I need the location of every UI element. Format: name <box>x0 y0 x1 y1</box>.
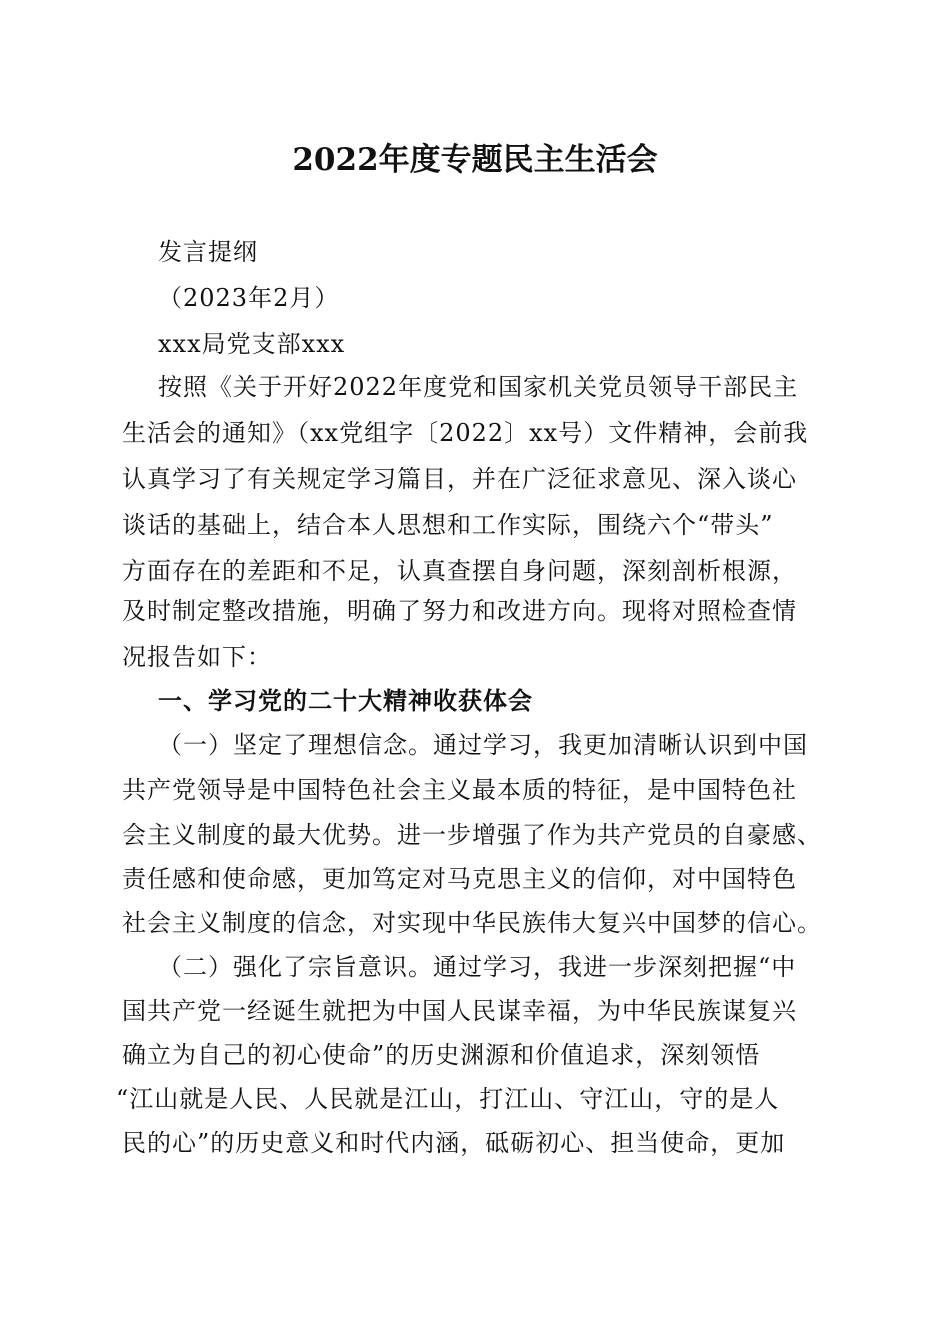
para1-line: 会主义制度的最大优势。进一步增强了作为共产党员的自豪感、 <box>122 821 822 849</box>
para2-line: “江山就是人民、人民就是江山，打江山、守江山，守的是人 <box>116 1085 780 1113</box>
intro-line: 认真学习了有关规定学习篇目，并在广泛征求意见、深入谈心 <box>122 465 797 493</box>
para1-line: （一）坚定了理想信念。通过学习，我更加清晰认识到中国 <box>158 731 808 759</box>
para1-line: 社会主义制度的信念，对实现中华民族伟大复兴中国梦的信心。 <box>122 909 822 937</box>
para2-line: 国共产党一经诞生就把为中国人民谋幸福，为中华民族谋复兴 <box>122 997 797 1025</box>
section-heading: 一、学习党的二十大精神收获体会 <box>158 687 533 715</box>
intro-line: 方面存在的差距和不足，认真查摆自身问题，深刻剖析根源， <box>122 557 797 585</box>
document-subtitle: 发言提纲 <box>158 238 258 266</box>
intro-line: 及时制定整改措施，明确了努力和改进方向。现将对照检查情 <box>122 597 797 625</box>
para1-line: 责任感和使命感，更加笃定对马克思主义的信仰，对中国特色 <box>122 865 797 893</box>
para2-line: 确立为自己的初心使命”的历史渊源和价值追求，深刻领悟 <box>122 1041 761 1069</box>
para2-line: 民的心”的历史意义和时代内涵，砥砺初心、担当使命，更加 <box>122 1129 786 1157</box>
document-author: xxx局党支部xxx <box>158 330 346 358</box>
para1-line: 共产党领导是中国特色社会主义最本质的特征，是中国特色社 <box>122 776 797 804</box>
para2-line: （二）强化了宗旨意识。通过学习，我进一步深刻把握“中 <box>158 953 797 981</box>
intro-line: 生活会的通知》（xx党组字〔2022〕xx号）文件精神，会前我 <box>122 419 809 447</box>
document-title: 2022年度专题民主生活会 <box>292 142 658 178</box>
intro-line: 谈话的基础上，结合本人思想和工作实际，围绕六个“带头” <box>122 511 774 539</box>
intro-line: 按照《关于开好2022年度党和国家机关党员领导干部民主 <box>158 373 799 401</box>
intro-line: 况报告如下： <box>122 643 272 671</box>
document-date: （2023年2月） <box>158 284 340 312</box>
